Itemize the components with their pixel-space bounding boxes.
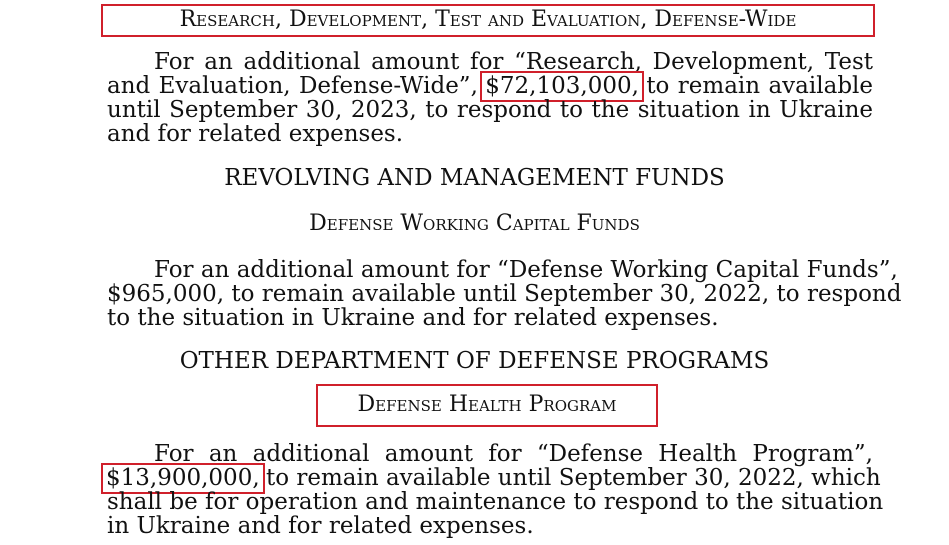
para1-line2-pre: and Evaluation, Defense-Wide”, bbox=[107, 73, 478, 99]
heading-dhp-text: Defense Health Program bbox=[357, 392, 617, 417]
para2-line1: For an additional amount for “Defense Working Capital Funds”, bbox=[154, 257, 898, 283]
heading-revolving-funds: REVOLVING AND MANAGEMENT FUNDS bbox=[224, 165, 725, 191]
heading-defense-working-capital-funds: Defense Working Capital Funds bbox=[309, 211, 640, 236]
para3-line2-post: to remain available until September 30, 2022, which bbox=[265, 465, 881, 491]
para3-line3: shall be for operation and maintenance to respond to the situation bbox=[107, 489, 884, 515]
highlighted-amount-rdte: $72,103,000, bbox=[480, 71, 644, 102]
heading-defense-health-program bbox=[316, 384, 658, 427]
para3-line1: For an additional amount for “Defense Health Program”, bbox=[154, 441, 873, 467]
heading-other-dod-programs: OTHER DEPARTMENT OF DEFENSE PROGRAMS bbox=[179, 348, 770, 374]
highlighted-amount-dhp: $13,900,000, bbox=[101, 463, 265, 494]
heading-rdte-text: Research, Development, Test and Evaluation, Defense-Wide bbox=[179, 7, 797, 32]
para2-line3: to the situation in Ukraine and for related expenses. bbox=[107, 305, 719, 331]
para1-line4: and for related expenses. bbox=[107, 121, 404, 147]
para1-line3: until September 30, 2023, to respond to the situation in Ukraine bbox=[107, 97, 873, 123]
para3-line4: in Ukraine and for related expenses. bbox=[107, 513, 534, 539]
para1-line1: For an additional amount for “Research, Development, Test bbox=[154, 49, 873, 75]
para2-line2: $965,000, to remain available until September 30, 2022, to respond bbox=[107, 281, 902, 307]
para3-line2 bbox=[106, 465, 881, 491]
para1-line2 bbox=[107, 74, 873, 98]
heading-rdte-defense-wide bbox=[101, 4, 875, 37]
para1-line2-post: to remain available bbox=[646, 73, 874, 99]
